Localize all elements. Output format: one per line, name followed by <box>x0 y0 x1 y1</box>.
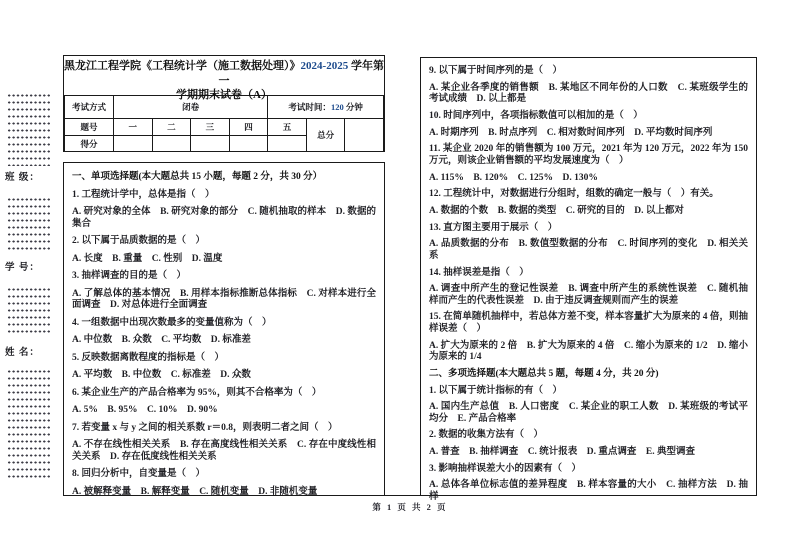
section-2-heading: 二、多项选择题(本大题总共 5 题，每题 4 分，共 20 分) <box>429 368 659 379</box>
exam-method-label: 考试方式 <box>65 96 114 119</box>
exam-header-box <box>63 55 385 152</box>
question-text: 1. 以下属于统计指标的有（ ） <box>429 385 563 396</box>
col-header-5: 五 <box>268 119 307 136</box>
title-line2: 学期期末试卷（A） <box>176 89 272 101</box>
name-label: 姓 名： <box>5 348 40 358</box>
question-text: 1. 工程统计学中，总体是指（ ） <box>72 189 215 200</box>
student-id-label: 学 号： <box>5 263 40 273</box>
question-text: 10. 时间序列中，各项指标数值可以相加的是（ ） <box>429 111 643 122</box>
exam-method-value: 闭卷 <box>114 96 268 119</box>
score-cell-5 <box>268 136 307 152</box>
question-text: 8. 回归分析中，自变量是（ ） <box>72 469 206 479</box>
question-options: A. 调查中所产生的登记性误差 B. 调查中所产生的系统性误差 C. 随机抽样而产生的代表性误差 D. 由于违反调查规则而产生的误差 <box>429 284 748 306</box>
title-academic-year: 2024-2025 <box>300 60 349 72</box>
question-options: A. 中位数 B. 众数 C. 平均数 D. 标准差 <box>72 335 251 345</box>
binding-dotted-line <box>7 196 51 252</box>
total-score-cell <box>345 119 384 152</box>
score-row-label: 得分 <box>65 136 114 152</box>
col-header-4: 四 <box>229 119 268 136</box>
question-options: A. 品质数据的分布 B. 数值型数据的分布 C. 时间序列的变化 D. 相关关系 <box>429 239 748 261</box>
question-options: A. 数据的个数 B. 数据的类型 C. 研究的目的 D. 以上都对 <box>429 206 684 216</box>
question-number-label: 题号 <box>65 119 114 136</box>
question-text: 9. 以下属于时间序列的是（ ） <box>429 66 563 77</box>
question-text: 15. 在简单随机抽样中，若总体方差不变，样本容量扩大为原来的 4 倍，则抽样误差（ ） <box>429 312 748 334</box>
binding-dotted-line <box>7 92 51 166</box>
question-text: 5. 反映数据离散程度的指标是（ ） <box>72 352 225 363</box>
exam-time-unit: 分钟 <box>343 102 363 112</box>
score-cell-4 <box>229 136 268 152</box>
binding-dotted-line <box>7 286 51 336</box>
section-1-heading: 一、单项选择题(本大题总共 15 小题，每题 2 分，共 30 分） <box>72 172 323 182</box>
question-options: A. 国内生产总值 B. 人口密度 C. 某企业的职工人数 D. 某班级的考试平均分 E. 产品合格率 <box>429 402 748 424</box>
question-text: 2. 以下属于品质数据的是（ ） <box>72 236 206 246</box>
question-text: 13. 直方图主要用于展示（ ） <box>429 222 558 233</box>
question-options: A. 普查 B. 抽样调查 C. 统计报表 D. 重点调查 E. 典型调查 <box>429 447 696 458</box>
exam-time-cell <box>268 96 384 119</box>
class-label: 班 级： <box>5 173 40 183</box>
question-text: 14. 抽样误差是指（ ） <box>429 267 529 278</box>
score-cell-3 <box>191 136 230 152</box>
title-text: 黑龙江工程学院《工程统计学（施工数据处理）》 <box>64 60 301 72</box>
content-bottom-rule <box>63 495 757 496</box>
question-text: 6. 某企业生产的产品合格率为 95%，则其不合格率为（ ） <box>72 387 322 398</box>
question-options: A. 扩大为原来的 2 倍 B. 扩大为原来的 4 倍 C. 缩小为原来的 1/2 D. 缩小为原来的 1/4 <box>429 340 748 363</box>
questions-column-right <box>420 57 757 502</box>
question-text: 4. 一组数据中出现次数最多的变量值称为（ ） <box>72 317 272 328</box>
col-header-2: 二 <box>152 119 191 136</box>
question-options: A. 了解总体的基本情况 B. 用样本指标推断总体指标 C. 对样本进行全面调查 D. 对总体进行全面调查 <box>72 288 376 310</box>
question-text: 12. 工程统计中，对数据进行分组时，组数的确定一般与（ ）有关。 <box>429 189 719 200</box>
score-cell-1 <box>114 136 153 152</box>
question-text: 3. 抽样调查的目的是（ ） <box>72 271 187 281</box>
question-options: A. 5% B. 95% C. 10% D. 90% <box>72 405 218 415</box>
question-text: 7. 若变量 x 与 y 之间的相关系数 r＝0.8，则表明二者之间（ ） <box>72 422 338 433</box>
exam-time-label: 考试时间： <box>288 102 331 112</box>
binding-dotted-line <box>7 368 51 480</box>
question-options: A. 115% B. 120% C. 125% D. 130% <box>429 172 598 183</box>
question-options: A. 被解释变量 B. 解释变量 C. 随机变量 D. 非随机变量 <box>72 486 318 497</box>
question-text: 3. 影响抽样误差大小的因素有（ ） <box>429 463 582 474</box>
page-title <box>64 56 384 101</box>
question-options: A. 长度 B. 重量 C. 性别 D. 温度 <box>72 253 223 264</box>
col-header-1: 一 <box>114 119 153 136</box>
question-options: A. 研究对象的全体 B. 研究对象的部分 C. 随机抽取的样本 D. 数据的集合 <box>72 207 376 229</box>
total-score-label: 总分 <box>306 119 345 152</box>
question-options: A. 某企业各季度的销售额 B. 某地区不同年份的人口数 C. 某班级学生的考试成绩 D. 以上都是 <box>429 82 748 105</box>
question-options: A. 平均数 B. 中位数 C. 标准差 D. 众数 <box>72 370 251 380</box>
question-text: 2. 数据的收集方法有（ ） <box>429 430 544 441</box>
score-table <box>64 95 384 152</box>
col-header-3: 三 <box>191 119 230 136</box>
question-options: A. 总体各单位标志值的差异程度 B. 样本容量的大小 C. 抽样方法 D. 抽样 <box>429 480 748 502</box>
question-text: 11. 某企业 2020 年的销售额为 100 万元，2021 年为 120 万元，2022 年为 150 万元，则该企业销售额的平均发展速度为（ ） <box>429 144 748 166</box>
question-options: A. 不存在线性相关关系 B. 存在高度线性相关关系 C. 存在中度线性相关关系 D. 存在低度线性相关关系 <box>72 440 376 462</box>
title-text-suffix: 学年第一 <box>218 60 384 87</box>
questions-column-left <box>63 162 385 496</box>
score-cell-2 <box>152 136 191 152</box>
question-options: A. 时期序列 B. 时点序列 C. 相对数时间序列 D. 平均数时间序列 <box>429 127 713 138</box>
exam-time-number: 120 <box>330 102 344 112</box>
page-number-footer: 第 1 页 共 2 页 <box>372 502 448 512</box>
binding-margin <box>0 0 58 549</box>
